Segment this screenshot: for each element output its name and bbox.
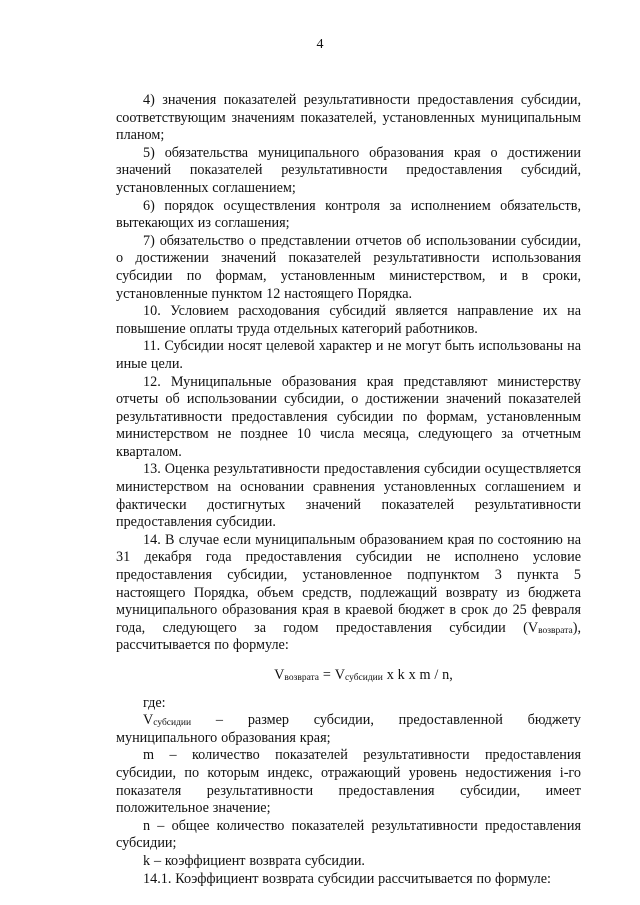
paragraph-item-7: 7) обязательство о представлении отчетов об использовании субсидии, о достижении значений показателей результативности использования субсидии по формам, установленным министерством, и в сроки, установленные пунктом 12 настоящего Порядка.: [116, 232, 581, 302]
definition-m: m – количество показателей результативности предоставления субсидии, по которым индекс, отражающий уровень недостижения i-го показателя результативности предоставления субсидии, имеет положительное значение;: [116, 747, 581, 817]
document-body: [116, 92, 581, 888]
paragraph-11: 11. Субсидии носят целевой характер и не могут быть использованы на иные цели.: [116, 338, 581, 372]
formula-eq: =: [319, 667, 335, 683]
where-label: где:: [143, 694, 166, 711]
paragraph-item-5: 5) обязательства муниципального образования края о достижении значений показателей результативности предоставления субсидий, установленных соглашением;: [116, 144, 581, 196]
paragraph-item-6: 6) порядок осуществления контроля за исполнением обязательств, вытекающих из соглашения;: [116, 197, 581, 232]
def-v-text: – размер субсидии, предоставленной бюджету муниципального образования края;: [116, 712, 581, 746]
definition-n: n – общее количество показателей результативности предоставления субсидии;: [116, 817, 581, 852]
paragraph-12: 12. Муниципальные образования края представляют министерству отчеты об использовании субсидии, о достижении значений показателей результативности предоставления субсидии по формам, установленным министерством не позднее 10 числа месяца, следующего за отчетным кварталом.: [116, 373, 581, 460]
formula-v: V: [274, 667, 285, 683]
paragraph-14-text: 14. В случае если муниципальным образованием края по состоянию на 31 декабря года предоставления субсидии не исполнено условие предоставления субсидии, установленное подпунктом 3 пункта 5 настоящего Порядка, объем средств, подлежащий возврату из бюджета муниципального образования края в краевой бюджет в срок до 25 февраля года, следующего за годом предоставления субсидии (V: [116, 531, 581, 636]
definition-v-subsidy: [116, 712, 581, 747]
formula-rest: x k x m / n,: [382, 667, 453, 683]
def-v-subscript: субсидии: [153, 718, 192, 729]
paragraph-10: 10. Условием расходования субсидий является направление их на повышение оплаты труда отдельных категорий работников.: [116, 303, 581, 337]
formula-sub-return: возврата: [284, 673, 320, 683]
definition-k: k – коэффициент возврата субсидии.: [143, 852, 365, 869]
def-v-symbol: V: [143, 712, 154, 729]
paragraph-14-subscript: возврата: [538, 625, 573, 636]
paragraph-14-1: 14.1. Коэффициент возврата субсидии рассчитывается по формуле:: [143, 870, 551, 887]
paragraph-13: 13. Оценка результативности предоставления субсидии осуществляется министерством на основании сравнения установленных соглашением и фактически достигнутых значений показателей результативности предоставления субсидии.: [116, 461, 581, 531]
page-number: 4: [316, 37, 324, 52]
formula-sub-subsidy: субсидии: [344, 673, 383, 683]
paragraph-item-4: 4) значения показателей результативности предоставления субсидии, соответствующим значениям показателей, установленных муниципальным планом;: [116, 92, 581, 144]
paragraph-14-end: ), рассчитывается по формуле:: [116, 619, 581, 654]
return-formula: [116, 667, 581, 685]
formula-v2: V: [334, 667, 345, 683]
paragraph-14: [116, 532, 581, 655]
